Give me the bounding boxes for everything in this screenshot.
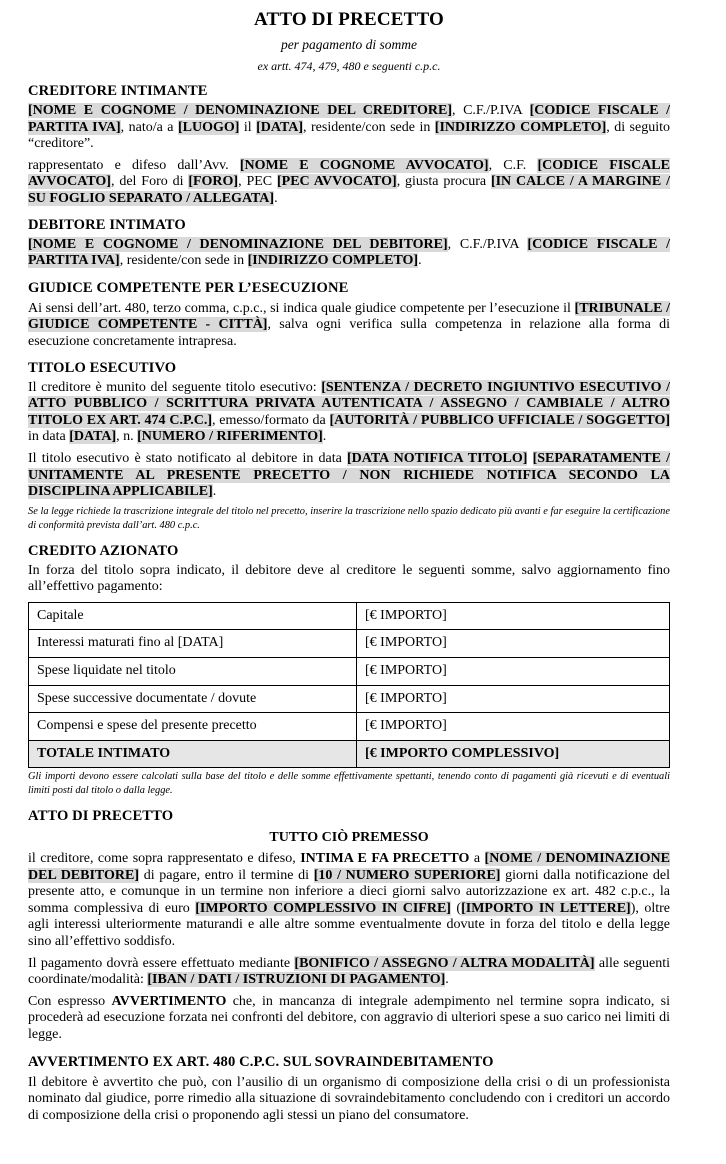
text-segment: , giusta procura — [396, 174, 491, 190]
credit-row-amount: [€ IMPORTO] — [357, 602, 670, 630]
placeholder-field: [NOME E COGNOME / DENOMINAZIONE DEL DEBITORE] — [28, 236, 448, 252]
credit-row-label: Spese successive documentate / dovute — [29, 685, 357, 713]
placeholder-field: [BONIFICO / ASSEGNO / ALTRA MODALITÀ] — [294, 955, 595, 971]
credit-row-amount: [€ IMPORTO] — [357, 713, 670, 741]
text-segment: alle seguenti coordinate/modalità: — [28, 955, 670, 988]
text-segment: Il titolo esecutivo è stato notificato al debitore in data — [28, 450, 348, 466]
credit-row — [29, 658, 670, 686]
placeholder-field: [DATA NOTIFICA TITOLO] — [347, 450, 528, 466]
text-segment: , residente/con sede in — [119, 253, 248, 269]
text-segment: . — [418, 253, 422, 269]
debtor-heading: DEBITORE INTIMATO — [28, 216, 186, 233]
credit-row-label: Capitale — [29, 602, 357, 630]
text-segment: rappresentato e difeso dall’Avv. — [28, 157, 240, 173]
text-segment: , salva ogni verifica sulla competenza in relazione alla forma di esecuzione concretamente intrapresa. — [28, 317, 670, 349]
precept-payment — [28, 956, 670, 989]
text-segment — [527, 451, 532, 466]
placeholder-field: [DATA] — [69, 429, 117, 445]
placeholder-field: [CODICE FISCALE AVVOCATO] — [28, 157, 670, 190]
placeholder-field: [INDIRIZZO COMPLETO] — [434, 119, 607, 135]
placeholder-field: [NOME / DENOMINAZIONE DEL DEBITORE] — [28, 851, 670, 883]
credit-heading: CREDITO AZIONATO — [28, 542, 179, 559]
text-segment: giorni dalla notificazione del presente atto, e comunque in un termine non inferiore a dieci giorni salvo autorizzazione ex art. 482 c.p.c., la somma complessiva di euro — [28, 867, 671, 916]
text-segment: , nato/a a — [120, 119, 178, 135]
placeholder-field: [NOME E COGNOME / DENOMINAZIONE DEL CREDITORE] — [28, 103, 453, 118]
credit-row-amount: [€ IMPORTO] — [357, 685, 670, 713]
placeholder-field: [IMPORTO COMPLESSIVO IN CIFRE] — [195, 900, 451, 916]
warning-text: Il debitore è avvertito che può, con l’ausilio di un organismo di composizione della crisi o di un professionista nominato dal giudice, porre rimedio alla situazione di sovraindebitamento concludendo con i creditori un accordo di composizione della crisi o proponendo agli stessi un piano del consumatore. — [28, 1074, 670, 1123]
precept-injunction — [28, 851, 670, 951]
credit-total-amount: [€ IMPORTO COMPLESSIVO] — [357, 740, 670, 768]
judge-text — [28, 301, 670, 351]
judge-heading: GIUDICE COMPETENTE PER L’ESECUZIONE — [28, 279, 349, 296]
premise-heading: TUTTO CIÒ PREMESSO — [269, 830, 429, 846]
credit-total-label: TOTALE INTIMATO — [29, 740, 357, 768]
placeholder-field: [SENTENZA / DECRETO INGIUNTIVO ESECUTIVO / ATTO PUBBLICO / SCRITTURA PRIVATA AUTENTICATA / ASSEGNO / CAMBIALE / ALTRO TITOLO EX ART. 474 C.P.C.] — [28, 379, 670, 428]
text-segment: , C.F./P.IVA — [447, 236, 528, 252]
placeholder-field: [IBAN / DATI / ISTRUZIONI DI PAGAMENTO] — [147, 972, 446, 988]
placeholder-field: [10 / NUMERO SUPERIORE] — [313, 867, 501, 883]
placeholder-field: [CODICE FISCALE / PARTITA IVA] — [28, 236, 670, 269]
credit-row-amount: [€ IMPORTO] — [357, 630, 670, 658]
credit-table — [28, 602, 670, 769]
text-segment: Con espresso — [28, 993, 112, 1009]
text-segment: il — [239, 119, 257, 135]
text-segment: , PEC — [238, 174, 277, 190]
text-segment: Il pagamento dovrà essere effettuato mediante — [28, 955, 295, 971]
placeholder-field: [TRIBUNALE / GIUDICE COMPETENTE - CITTÀ] — [28, 300, 670, 333]
text-segment: in data — [28, 429, 70, 445]
text-segment: . — [274, 190, 278, 206]
precept-heading: ATTO DI PRECETTO — [28, 808, 174, 825]
placeholder-field: [CODICE FISCALE / PARTITA IVA] — [28, 103, 671, 135]
creditor-lawyer — [28, 158, 670, 208]
text-segment: , n. — [116, 429, 138, 445]
placeholder-field: [IN CALCE / A MARGINE / SU FOGLIO SEPARATO / ALLEGATA] — [28, 174, 670, 206]
credit-total-row — [29, 740, 670, 768]
text-segment: , C.F./P.IVA — [452, 103, 530, 118]
text-segment: che, in mancanza di integrale adempimento nel termine sopra indicato, si procederà ad esecuzione forzata nei confronti del debitore, con aggravio di ulteriori spese a suo carico nei limiti di legge. — [28, 993, 670, 1042]
placeholder-field: [DATA] — [256, 119, 304, 135]
text-segment: . — [212, 484, 217, 500]
text-segment: Il creditore è munito del seguente titolo esecutivo: — [28, 379, 322, 395]
bold-text: AVVERTIMENTO — [111, 993, 227, 1009]
credit-intro: In forza del titolo sopra indicato, il debitore deve al creditore le seguenti somme, salvo aggiornamento fino all’effettivo pagamento: — [28, 562, 670, 595]
credit-row — [29, 630, 670, 658]
legal-references: ex artt. 474, 479, 480 e seguenti c.p.c. — [257, 59, 441, 73]
text-segment: ( — [450, 900, 462, 916]
text-segment: Ai sensi dell’art. 480, terzo comma, c.p.c., si indica quale giudice competente per l’esecuzione il — [28, 300, 575, 316]
placeholder-field: [NOME E COGNOME AVVOCATO] — [239, 157, 489, 173]
text-segment: di pagare, entro il termine di — [139, 867, 314, 883]
text-segment: a — [469, 851, 485, 867]
bold-text: INTIMA E FA PRECETTO — [300, 851, 470, 867]
placeholder-field: [SEPARATAMENTE / UNITAMENTE AL PRESENTE PRECETTO / NON RICHIEDE NOTIFICA SECONDO LA DISCIPLINA APPLICABILE] — [28, 450, 670, 500]
text-segment: ), oltre agli interessi ulteriormente maturandi e alle altre somme eventualmente dovute in forza del titolo e della legge sino all’effettivo soddisfo. — [28, 900, 670, 949]
creditor-heading: CREDITORE INTIMANTE — [28, 83, 208, 99]
text-segment: il creditore, come sopra rappresentato e difeso, — [28, 851, 301, 867]
debtor-identity — [28, 237, 670, 270]
precept-warning — [28, 994, 670, 1044]
credit-row-label: Interessi maturati fino al [DATA] — [29, 630, 357, 658]
document-subtitle: per pagamento di somme — [280, 37, 418, 52]
placeholder-field: [LUOGO] — [177, 119, 240, 135]
document-title: ATTO DI PRECETTO — [253, 9, 445, 30]
placeholder-field: [IMPORTO IN LETTERE] — [461, 900, 631, 916]
title-notification — [28, 451, 670, 501]
creditor-identity — [28, 103, 670, 153]
placeholder-field: [NUMERO / RIFERIMENTO] — [137, 429, 323, 445]
text-segment: , C.F. — [488, 157, 538, 173]
placeholder-field: [AUTORITÀ / PUBBLICO UFFICIALE / SOGGETTO] — [329, 412, 671, 428]
title-description — [28, 380, 670, 446]
credit-row — [29, 602, 670, 630]
placeholder-field: [FORO] — [188, 174, 239, 190]
text-segment: . — [322, 429, 327, 445]
text-segment: , emesso/formato da — [212, 412, 330, 428]
title-heading: TITOLO ESECUTIVO — [28, 359, 177, 376]
credit-row-amount: [€ IMPORTO] — [357, 658, 670, 686]
text-segment: , residente/con sede in — [303, 119, 435, 135]
placeholder-field: [INDIRIZZO COMPLETO] — [247, 253, 419, 269]
title-note: Se la legge richiede la trascrizione integrale del titolo nel precetto, inserire la trascrizione nello spazio dedicato più avanti e far eseguire la certificazione di conformità prevista dall’art. 480 c.p.c. — [28, 505, 670, 531]
warning-heading: AVVERTIMENTO EX ART. 480 C.P.C. SUL SOVRAINDEBITAMENTO — [28, 1053, 494, 1070]
credit-row-label: Compensi e spese del presente precetto — [29, 713, 357, 741]
text-segment: , del Foro di — [110, 174, 189, 190]
placeholder-field: [PEC AVVOCATO] — [276, 174, 397, 190]
credit-row — [29, 713, 670, 741]
credit-row — [29, 685, 670, 713]
text-segment: , di seguito “creditore”. — [28, 119, 671, 152]
text-segment: . — [445, 972, 449, 988]
credit-note: Gli importi devono essere calcolati sulla base del titolo e delle somme effettivamente spettanti, tenendo conto di pagamenti già ricevuti e di eventuali limiti posti dal titolo o dalla legge. — [28, 771, 670, 797]
credit-row-label: Spese liquidate nel titolo — [29, 658, 357, 686]
